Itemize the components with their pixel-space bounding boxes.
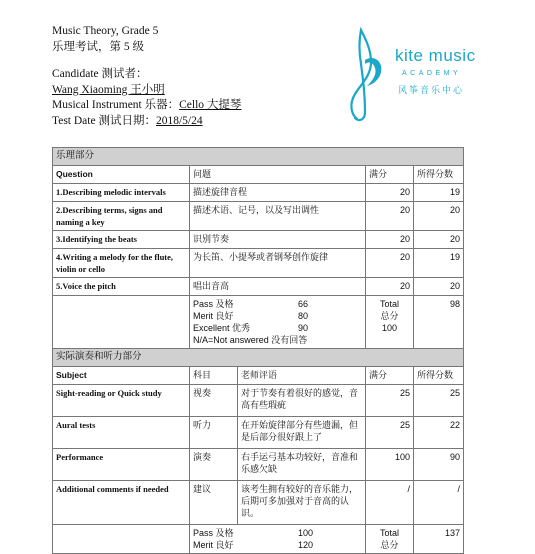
practical-header-row bbox=[53, 367, 464, 385]
table-row bbox=[53, 449, 464, 481]
excellent-label: Excellent 优秀 bbox=[193, 323, 251, 333]
total-label: Total bbox=[379, 299, 399, 309]
grade-thresholds bbox=[193, 527, 362, 551]
table-row bbox=[53, 278, 464, 296]
col-score: 所得分数 bbox=[414, 367, 464, 385]
teacher-comment: 该考生拥有较好的音乐能力，后期可多加强对于音高的认识。 bbox=[238, 481, 366, 525]
na-note: N/A=Not answered 没有回答 bbox=[193, 335, 308, 345]
theory-section-header bbox=[53, 148, 464, 166]
question-en: 2.Describing terms, signs and naming a key bbox=[53, 202, 190, 231]
merit-label: Merit 良好 bbox=[193, 540, 234, 550]
question-cn: 为长笛、小提琴或者钢琴创作旋律 bbox=[190, 249, 366, 278]
col-full-marks: 满分 bbox=[366, 166, 414, 184]
table-row bbox=[53, 385, 464, 417]
score: 22 bbox=[414, 417, 464, 449]
total-label-cn: 总分 bbox=[380, 311, 399, 321]
full-marks: 20 bbox=[366, 231, 414, 249]
question-cn: 描述术语、记号，以及写出调性 bbox=[190, 202, 366, 231]
logo-name: kite music bbox=[395, 46, 476, 65]
practical-summary-row bbox=[53, 525, 464, 554]
teacher-comment: 右手运弓基本功较好，音准和乐感欠缺 bbox=[238, 449, 366, 481]
practical-section-header bbox=[53, 349, 464, 367]
total-label: Total bbox=[379, 528, 399, 538]
teacher-comment: 在开始旋律部分有些遗漏，但是后部分很好跟上了 bbox=[238, 417, 366, 449]
full-marks: 20 bbox=[366, 202, 414, 231]
theory-summary-row bbox=[53, 296, 464, 349]
pass-label: Pass 及格 bbox=[193, 528, 234, 538]
col-score: 所得分数 bbox=[414, 166, 464, 184]
score: 90 bbox=[414, 449, 464, 481]
full-marks: 100 bbox=[366, 449, 414, 481]
table-row bbox=[53, 202, 464, 231]
full-marks: 20 bbox=[366, 184, 414, 202]
score: 20 bbox=[414, 202, 464, 231]
table-row bbox=[53, 231, 464, 249]
theory-header-row bbox=[53, 166, 464, 184]
question-cn: 识别节奏 bbox=[190, 231, 366, 249]
col-subject: Subject bbox=[53, 367, 190, 385]
pass-value: 100 bbox=[298, 528, 314, 538]
subject-cn: 视奏 bbox=[190, 385, 238, 417]
subject-en: Performance bbox=[53, 449, 190, 481]
question-en: 5.Voice the pitch bbox=[53, 278, 190, 296]
pass-value: 66 bbox=[298, 299, 309, 309]
practical-total-score: 137 bbox=[414, 525, 464, 554]
score: 19 bbox=[414, 249, 464, 278]
full-marks: 20 bbox=[366, 249, 414, 278]
col-subject-cn: 科目 bbox=[190, 367, 238, 385]
subject-en: Aural tests bbox=[53, 417, 190, 449]
excellent-value: 90 bbox=[298, 323, 309, 333]
candidate-name: Wang Xiaoming 王小明 bbox=[52, 83, 165, 96]
col-question: Question bbox=[53, 166, 190, 184]
score: 19 bbox=[414, 184, 464, 202]
theory-section-title: 乐理部分 bbox=[53, 148, 464, 166]
subject-en: Sight-reading or Quick study bbox=[53, 385, 190, 417]
subject-cn: 建议 bbox=[190, 481, 238, 525]
subject-cn: 演奏 bbox=[190, 449, 238, 481]
score: 25 bbox=[414, 385, 464, 417]
merit-value: 120 bbox=[298, 540, 314, 550]
grade-thresholds bbox=[193, 298, 362, 334]
question-en: 3.Identifying the beats bbox=[53, 231, 190, 249]
instrument-label: Musical Instrument 乐器： bbox=[52, 99, 180, 111]
subject-en: Additional comments if needed bbox=[53, 481, 190, 525]
theory-total-score: 98 bbox=[414, 296, 464, 349]
instrument-value: Cello 大提琴 bbox=[179, 99, 242, 111]
date-label: Test Date 测试日期： bbox=[52, 114, 156, 127]
col-question-cn: 问题 bbox=[190, 166, 366, 184]
teacher-comment: 对于节奏有着很好的感觉，音高有些瑕疵 bbox=[238, 385, 366, 417]
practical-section-title: 实际演奏和听力部分 bbox=[53, 349, 464, 367]
logo-sub: ACADEMY bbox=[402, 70, 462, 77]
subject-cn: 听力 bbox=[190, 417, 238, 449]
score: 20 bbox=[414, 231, 464, 249]
col-comment: 老师评语 bbox=[238, 367, 366, 385]
question-en: 4.Writing a melody for the flute, violin or cello bbox=[53, 249, 190, 278]
full-marks: 25 bbox=[366, 417, 414, 449]
score-table bbox=[52, 147, 464, 554]
logo-cn: 风筝音乐中心 bbox=[398, 85, 465, 95]
candidate-label: Candidate 测试者： bbox=[52, 68, 148, 80]
question-cn: 唱出音高 bbox=[190, 278, 366, 296]
total-label-cn: 总分 bbox=[380, 540, 399, 550]
question-en: 1.Describing melodic intervals bbox=[53, 184, 190, 202]
table-row bbox=[53, 184, 464, 202]
candidate-header bbox=[52, 24, 241, 129]
score: 20 bbox=[414, 278, 464, 296]
merit-label: Merit 良好 bbox=[193, 311, 234, 321]
full-marks: 20 bbox=[366, 278, 414, 296]
total-full-marks: 100 bbox=[381, 323, 398, 333]
full-marks: / bbox=[366, 481, 414, 525]
question-cn: 描述旋律音程 bbox=[190, 184, 366, 202]
table-row bbox=[53, 249, 464, 278]
score: / bbox=[414, 481, 464, 525]
col-full-marks: 满分 bbox=[366, 367, 414, 385]
table-row bbox=[53, 481, 464, 525]
pass-label: Pass 及格 bbox=[193, 299, 234, 309]
exam-title: Music Theory, Grade 5 bbox=[52, 25, 159, 37]
merit-value: 80 bbox=[298, 311, 309, 321]
date-value: 2018/5/24 bbox=[155, 114, 203, 127]
table-row bbox=[53, 417, 464, 449]
full-marks: 25 bbox=[366, 385, 414, 417]
exam-title-cn: 乐理考试，第 5 级 bbox=[52, 40, 144, 53]
